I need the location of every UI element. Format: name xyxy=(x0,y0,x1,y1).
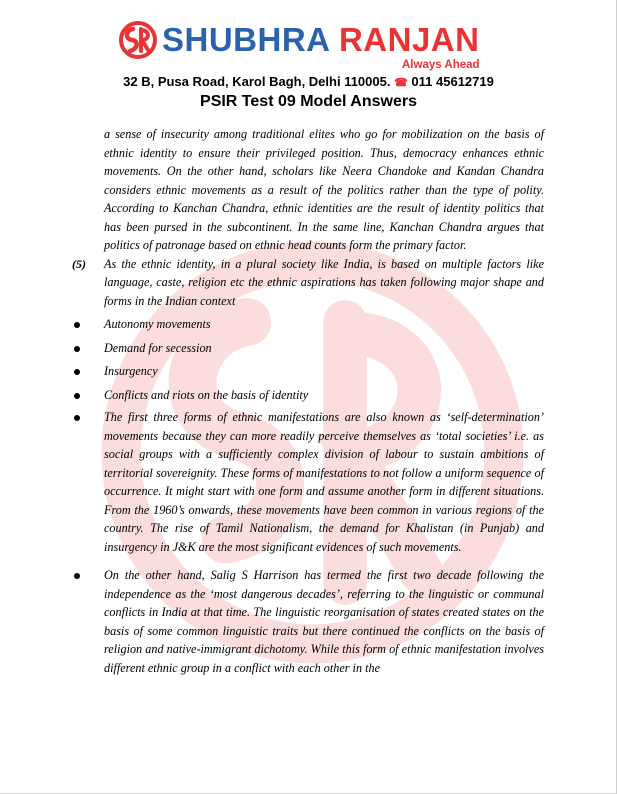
bullet-item xyxy=(104,566,544,677)
bullet-text: Autonomy movements xyxy=(104,317,211,331)
bullet-icon xyxy=(74,322,80,328)
bullet-text: Conflicts and riots on the basis of identity xyxy=(104,387,309,402)
brand-tagline: Always Ahead xyxy=(402,59,480,71)
bullet-icon xyxy=(74,573,80,579)
bullet-text: Insurgency xyxy=(104,364,158,378)
intro-paragraph: a sense of insecurity among traditional elites who go for mobilization on the basis of ethnic identity to ensure their privileged position. Thus, democracy enhances ethnic movements. On the other hand, scholars like Neera Chandoke and Kandan Chandra considers ethnic movements as a result of the politics rather than the type of polity. According to Kanchan Chandra, ethnic identities are the result of identity politics that has been pursed in the subcontinent. In the same line, Kanchan Chandra argues that politics of patronage based on ethnic head counts form the primary factor. xyxy=(104,127,544,252)
address-line xyxy=(0,74,617,89)
bullet-item xyxy=(104,408,544,556)
bullet-item xyxy=(104,362,544,381)
bullet-icon xyxy=(74,393,80,399)
bullet-text: On the other hand, Salig S Harrison has termed the first two decade following the independence as the ‘most dangerous decades’, referring to the linguistic or communal conflicts in India at that time. The linguistic reorganisation of states created states on the basis of some common linguistic traits but there continued the conflicts on the basis of religion and native-immigrant dichotomy. While this form of ethnic manifestation involves different ethnic group in a conflict with each other in the xyxy=(104,568,544,675)
brand-second: RANJAN xyxy=(338,21,480,58)
bullet-item xyxy=(104,386,544,405)
bullet-text: The first three forms of ethnic manifestations are also known as ‘self-determination’ movements because they can more readily perceive themselves as ‘total societies’ i.e. as social groups with a sufficiently complex division of labour to sustain ambitions of territorial sovereignity. These forms of manifestations to not follow a uniform sequence of occurrence. It might start with one form and assume another form in different situations. From the 1960’s onwards, these movements have been common in various regions of the country. The rise of Tamil Nationalism, the demand for Khalistan (in Punjab) and insurgency in J&K are the most significant evidences of such movements. xyxy=(104,410,544,554)
bullet-item xyxy=(104,315,544,334)
phone-number: 011 45612719 xyxy=(411,74,494,89)
bullet-icon xyxy=(74,415,80,421)
brand-logo-icon xyxy=(118,20,158,60)
address-text: 32 B, Pusa Road, Karol Bagh, Delhi 110005. xyxy=(123,74,391,89)
page-title: PSIR Test 09 Model Answers xyxy=(200,93,417,110)
letterhead xyxy=(0,10,617,90)
document-body xyxy=(72,125,544,677)
item-text: As the ethnic identity, in a plural society like India, is based on multiple factors like language, caste, religion etc the ethnic aspirations has taken following major shape and forms in the Indian context xyxy=(104,256,544,308)
bullet-item xyxy=(104,339,544,358)
bullet-icon xyxy=(74,346,80,352)
bullet-icon xyxy=(74,369,80,375)
brand-first: SHUBHRA xyxy=(162,21,330,58)
brand-name xyxy=(162,21,479,59)
numbered-item xyxy=(72,255,544,311)
bullet-text: Demand for secession xyxy=(104,340,212,355)
item-number: (5) xyxy=(72,256,86,271)
telephone-icon: ☎ xyxy=(394,77,408,89)
